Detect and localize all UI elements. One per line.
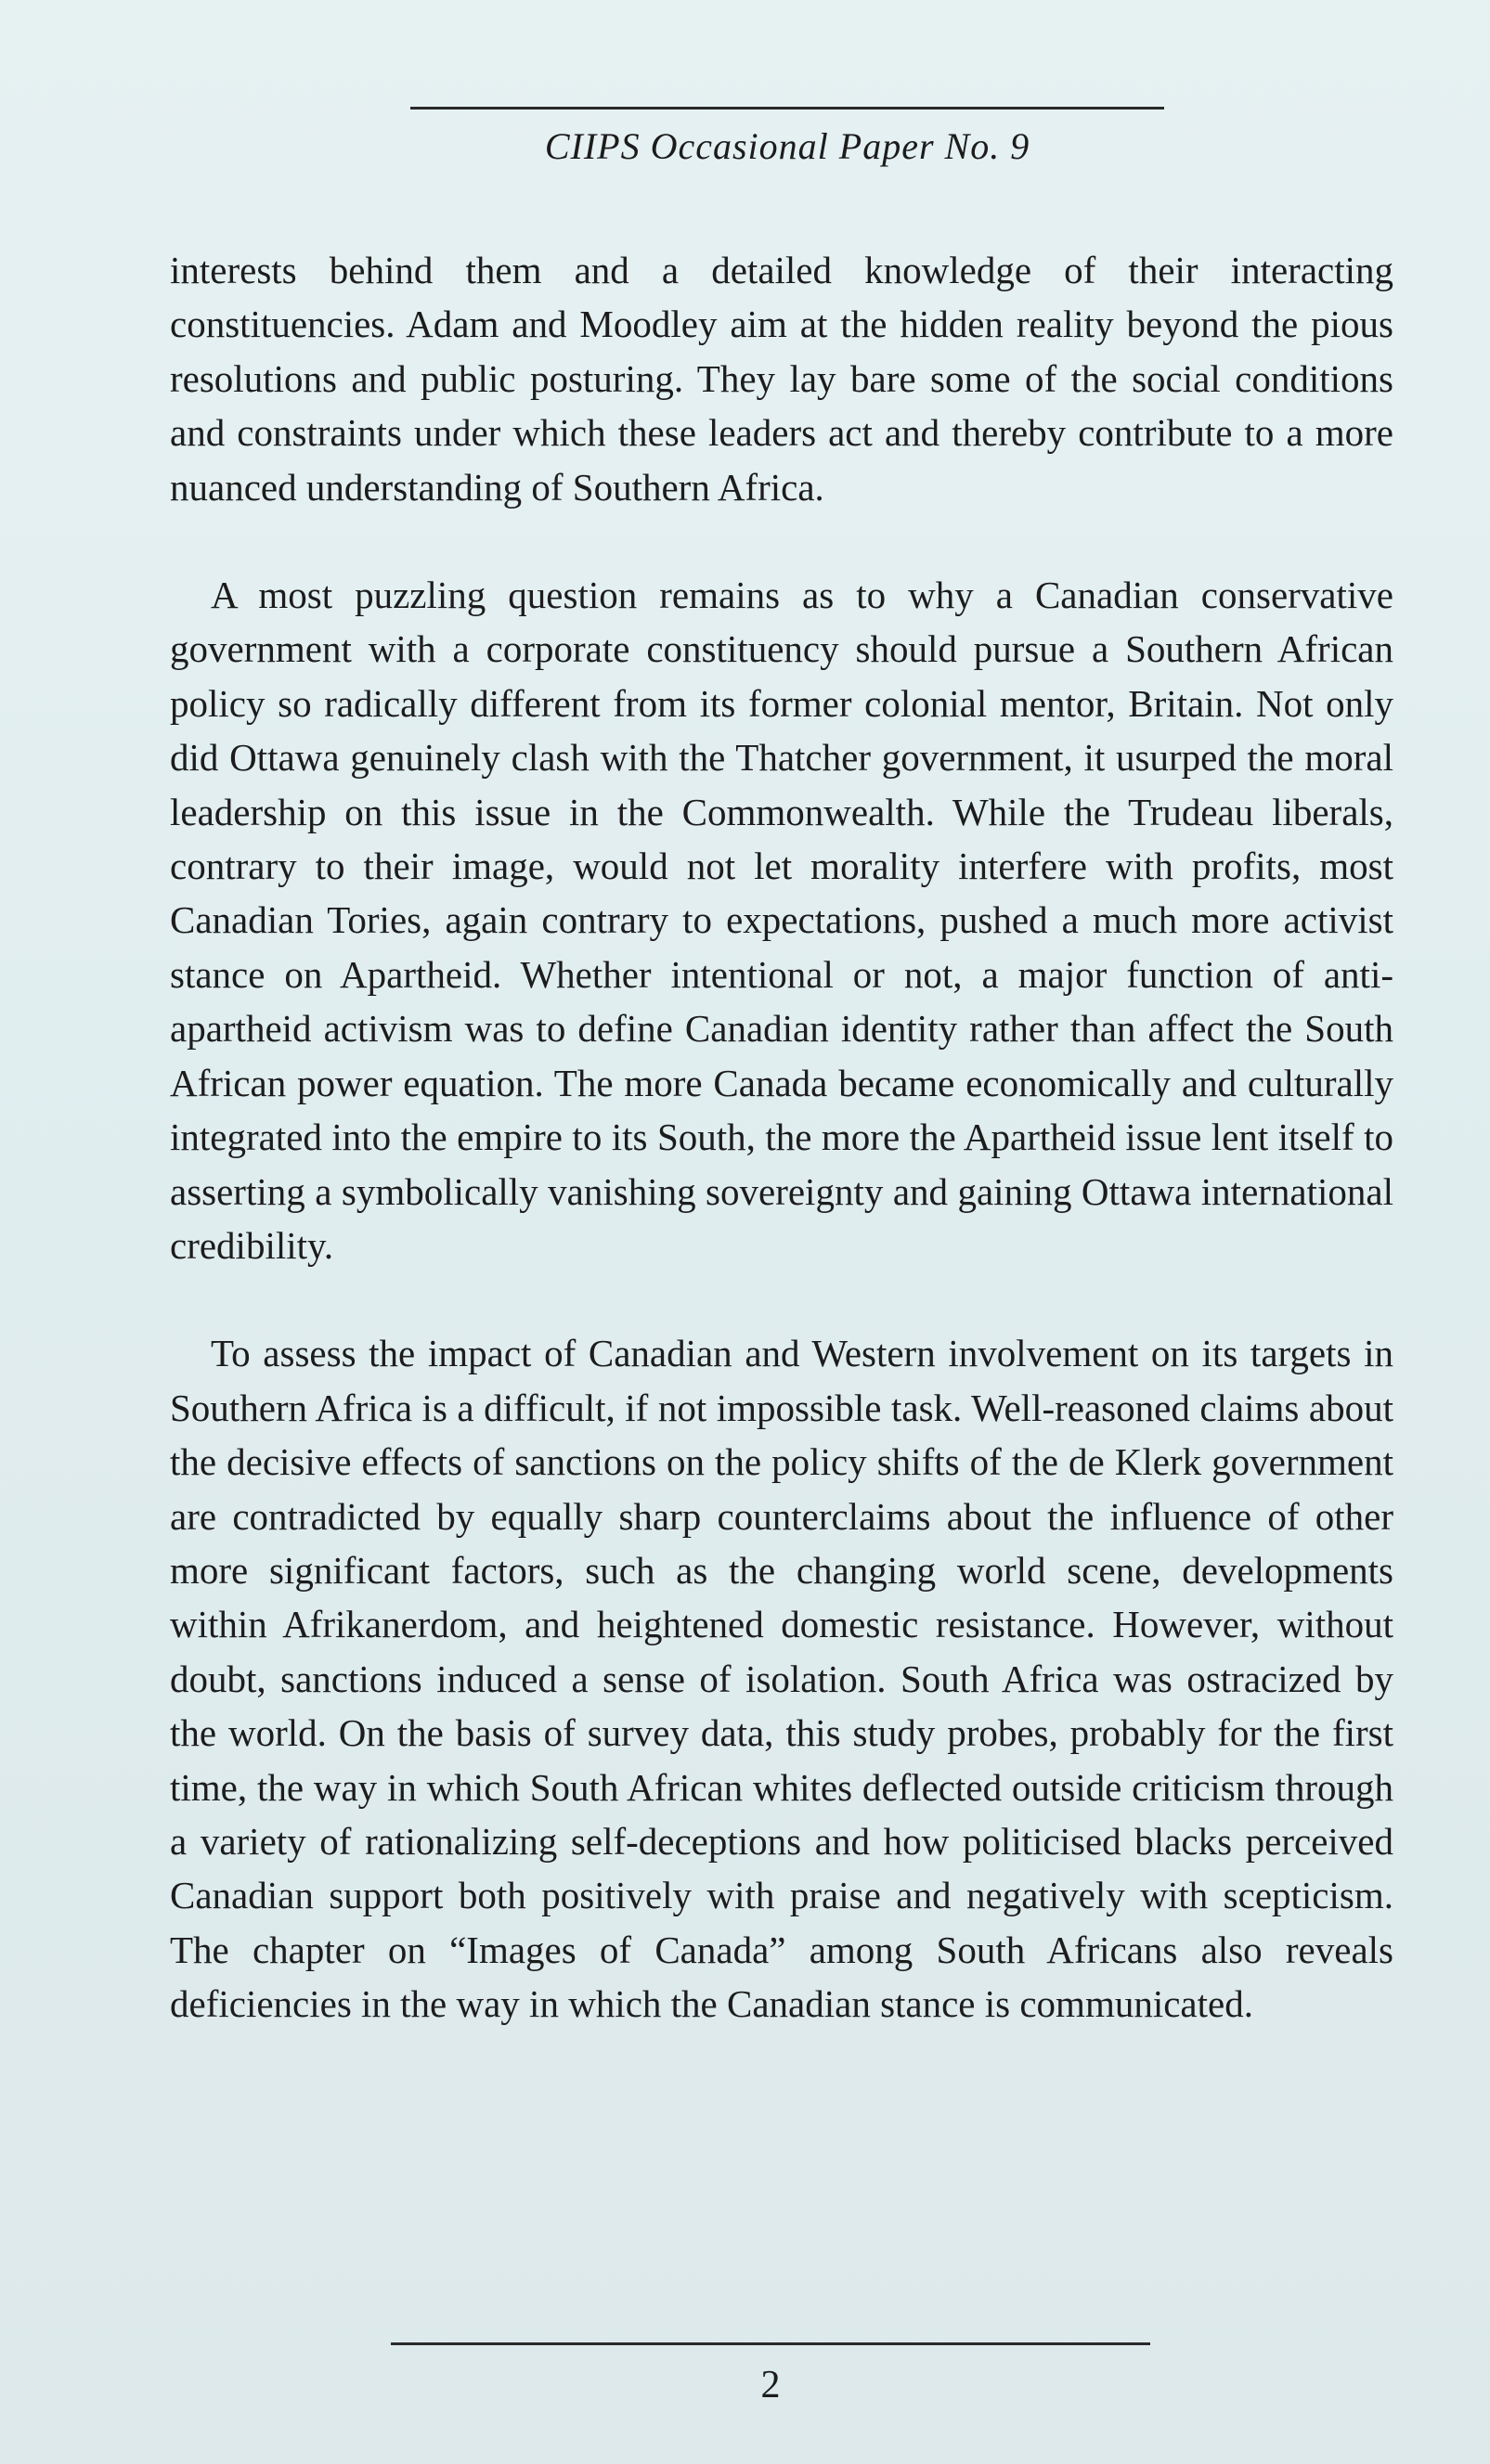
page-number: 2 (760, 2364, 781, 2406)
paragraph-continued: interests behind them and a detailed knowledge of their interacting constituencies. Adam and Moodley aim at the hidden reality beyond the pious resolutions and public posturing. They lay bare some of the social conditions and constraints under which these leaders act and thereby contribute to a more nuanced understanding of Southern Africa. (170, 249, 1393, 509)
header-rule (410, 107, 1164, 110)
body-text (170, 243, 1393, 2032)
paragraph-impact-assessment: To assess the impact of Canadian and Western involvement on its targets in Southern Africa is a difficult, if not impossible task. Well-reasoned claims about the decisive effects of sanctions on the policy shifts of the de Klerk government are contradicted by equally sharp counterclaims about the influence of other more significant factors, such as the changing world scene, developments within Afrikanerdom, and heightened domestic resistance. However, without doubt, sanctions induced a sense of isolation. South Africa was ostracized by the world. On the basis of survey data, this study probes, probably for the first time, the way in which South African whites deflected outside criticism through a variety of rationalizing self-deceptions and how politicised blacks perceived Canadian support both positively with praise and negatively with scepticism. The chapter on “Images of Canada” among South Africans also reveals deficiencies in the way in which the Canadian stance is communicated. (170, 1332, 1393, 2026)
paragraph-canadian-policy: A most puzzling question remains as to why a Canadian conservative government with a corporate constituency should pursue a Southern African policy so radically different from its former colonial mentor, Britain. Not only did Ottawa genuinely clash with the Thatcher government, it usurped the moral leadership on this issue in the Commonwealth. While the Trudeau liberals, contrary to their image, would not let morality interfere with profits, most Canadian Tories, again contrary to expectations, pushed a much more activist stance on Apartheid. Whether intentional or not, a major function of anti-apartheid activism was to define Canadian identity rather than affect the South African power equation. The more Canada became economically and culturally integrated into the empire to its South, the more the Apartheid issue lent itself to asserting a symbolically vanishing sovereignty and gaining Ottawa international credibility. (170, 574, 1393, 1267)
footer-rule (391, 2342, 1150, 2345)
running-header: CIIPS Occasional Paper No. 9 (544, 125, 1030, 167)
